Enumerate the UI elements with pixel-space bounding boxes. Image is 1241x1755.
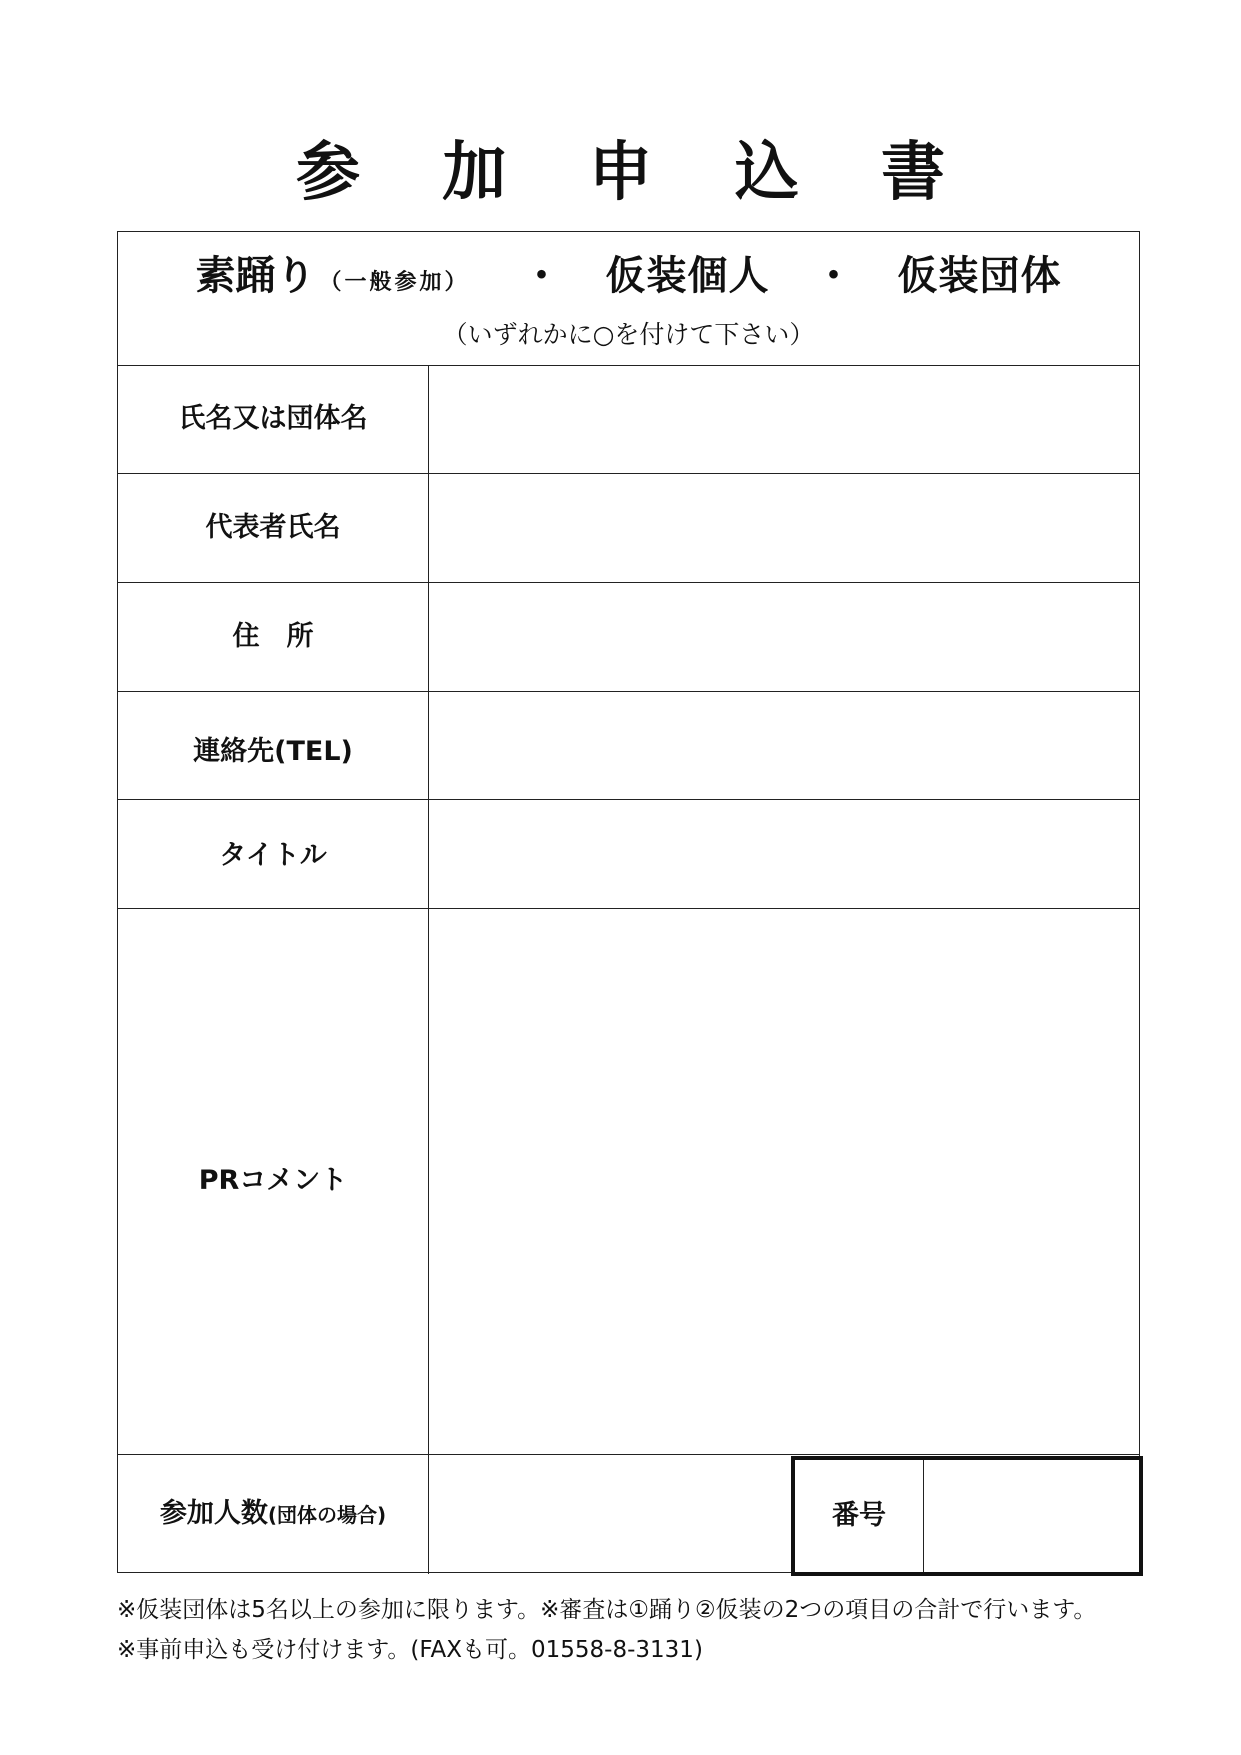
category-option-costume-individual[interactable]: 仮装個人 bbox=[605, 253, 770, 299]
column-divider bbox=[428, 365, 429, 1574]
category-separator: ・ bbox=[813, 253, 854, 299]
category-option-plain-dance[interactable]: 素踊り bbox=[195, 253, 316, 299]
name-or-group-label: 氏名又は団体名 bbox=[178, 403, 368, 434]
pr-comment-label: PRコメント bbox=[198, 1165, 348, 1196]
title-label: タイトル bbox=[219, 840, 327, 871]
category-option-costume-group[interactable]: 仮装団体 bbox=[897, 253, 1062, 299]
category-separator: ・ bbox=[521, 253, 562, 299]
participant-count-label-text: 参加人数 bbox=[159, 1498, 268, 1529]
participant-count-field[interactable] bbox=[430, 1456, 790, 1573]
pr-comment-field[interactable] bbox=[430, 910, 1138, 1453]
number-box bbox=[791, 1456, 1143, 1576]
category-options bbox=[118, 248, 1139, 311]
page-title: 参 加 申 込 書 bbox=[295, 136, 976, 210]
address-label: 住 所 bbox=[232, 621, 314, 652]
number-label: 番号 bbox=[832, 1500, 886, 1531]
contact-tel-field[interactable] bbox=[430, 693, 1138, 798]
participant-count-label-note: (団体の場合) bbox=[267, 1503, 387, 1527]
name-or-group-field[interactable] bbox=[430, 367, 1138, 472]
category-instruction: （いずれかに○を付けて下さい） bbox=[442, 320, 815, 349]
category-option-plain-dance-note: （一般参加） bbox=[319, 270, 470, 295]
representative-name-label: 代表者氏名 bbox=[205, 512, 341, 543]
contact-tel-label: 連絡先(TEL) bbox=[193, 736, 353, 767]
footnote-rules: ※仮装団体は5名以上の参加に限ります。※審査は①踊り②仮装の2つの項目の合計で行います。 bbox=[117, 1597, 1097, 1623]
address-field[interactable] bbox=[430, 584, 1138, 690]
application-form bbox=[117, 231, 1140, 1573]
representative-name-field[interactable] bbox=[430, 475, 1138, 581]
participant-count-label bbox=[118, 1454, 428, 1574]
footnote-fax: ※事前申込も受け付けます。(FAXも可。01558-8-3131) bbox=[117, 1637, 703, 1663]
number-box-divider bbox=[923, 1460, 924, 1572]
title-field[interactable] bbox=[430, 801, 1138, 907]
number-field[interactable] bbox=[925, 1460, 1139, 1572]
